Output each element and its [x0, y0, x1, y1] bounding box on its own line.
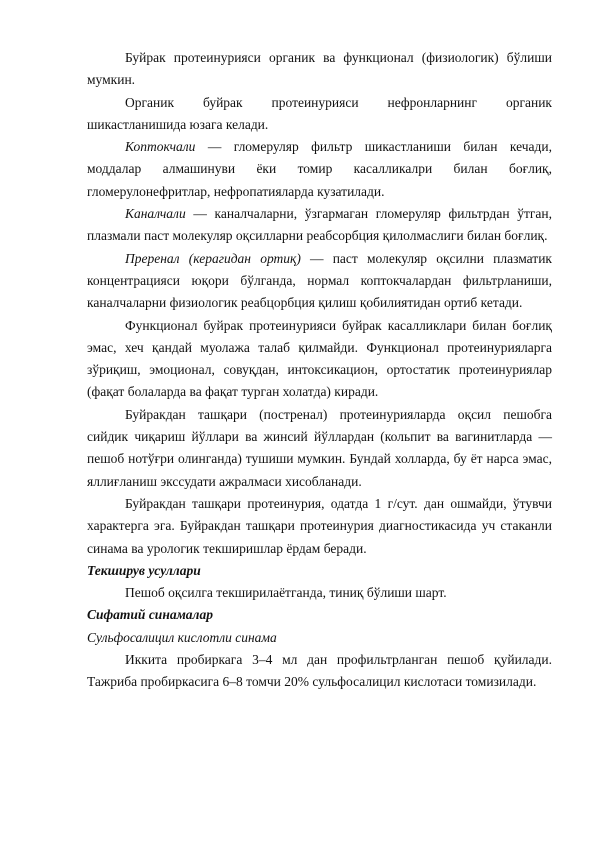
heading-qualitative: Сифатий синамалар: [87, 607, 213, 623]
text-tubular: — каналчаларни, ўзгармаган гломеруляр фильтрдан ўтган, плазмали паст молекуляр оқсилларни реабсорбция қилолмаслиги билан боғлиқ.: [87, 206, 552, 244]
paragraph-procedure: Иккита пробиркага 3–4 мл дан профильтрланган пешоб қуйилади. Тажриба пробиркасига 6–8 томчи 20% сульфосалицил кислотаси томизилади.: [87, 652, 552, 690]
term-glomerular: Коптокчали: [125, 139, 196, 155]
paragraph-postrenal: Буйракдан ташқари (постренал) протеинурияларда оқсил пешобга сийдик чиқариш йўллари ва жинсий йўллардан (кольпит ва вагинитларда — пешоб нотўғри олинганда) тушиши мумкин. Бундай холларда, бу ёт нарса эмас, яллиғланиш экссудати ажралмаси хисобланади.: [87, 406, 552, 489]
document-page: [87, 47, 552, 694]
heading-methods: Текширув усуллари: [87, 562, 201, 578]
text-glomerular: — гломеруляр фильтр шикастланиши билан кечади, моддалар алмашинуви ёки томир касалликалри билан боғлиқ, гломерулонефритлар, нефропатияларда кузатилади.: [87, 139, 552, 199]
paragraph-tubular: [87, 203, 552, 248]
text-prerenal: — паст молекуляр оқсилни плазматик концентрацияси юқори бўлганда, нормал коптокчалардан фильтрланиши, каналчаларни физиологик реабцорбция қилиш қобилиятидан ортиб кетади.: [87, 250, 552, 311]
paragraph-extrarenal: Буйракдан ташқари протеинурия, одатда 1 г/сут. дан ошмайди, ўтувчи характерга эга. Буйракдан ташқари протеинурия диагностикасида уч стаканли синама ва урологик текширишлар ёрдам беради.: [87, 495, 552, 556]
subheading-sulfosalicylic: Сульфосалицил кислотли синама: [87, 629, 277, 645]
paragraph-protein-types: Буйрак протеинурияси органик ва функционал (физиологик) бўлиши мумкин.: [87, 50, 552, 88]
term-prerenal: Преренал (керагидан ортиқ): [125, 250, 301, 266]
paragraph-functional: Функционал буйрак протеинурияси буйрак касалликлари билан боғлиқ эмас, хеч қандай муолажа талаб қилмайди. Функционал протеинурияларга зўриқиш, эмоционал, совуқдан, интоксикацион, ортостатик протеинуриялар (фақат болаларда ва фақат турган холатда) киради.: [87, 317, 552, 400]
paragraph-clear-urine: Пешоб оқсилга текширилаётганда, тиниқ бўлиши шарт.: [125, 585, 447, 601]
paragraph-glomerular: [87, 136, 552, 203]
paragraph-prerenal: [87, 248, 552, 315]
paragraph-organic: Органик буйрак протеинурияси нефронларнинг органик шикастланишида юзага келади.: [87, 94, 552, 132]
term-tubular: Каналчали: [125, 206, 186, 222]
